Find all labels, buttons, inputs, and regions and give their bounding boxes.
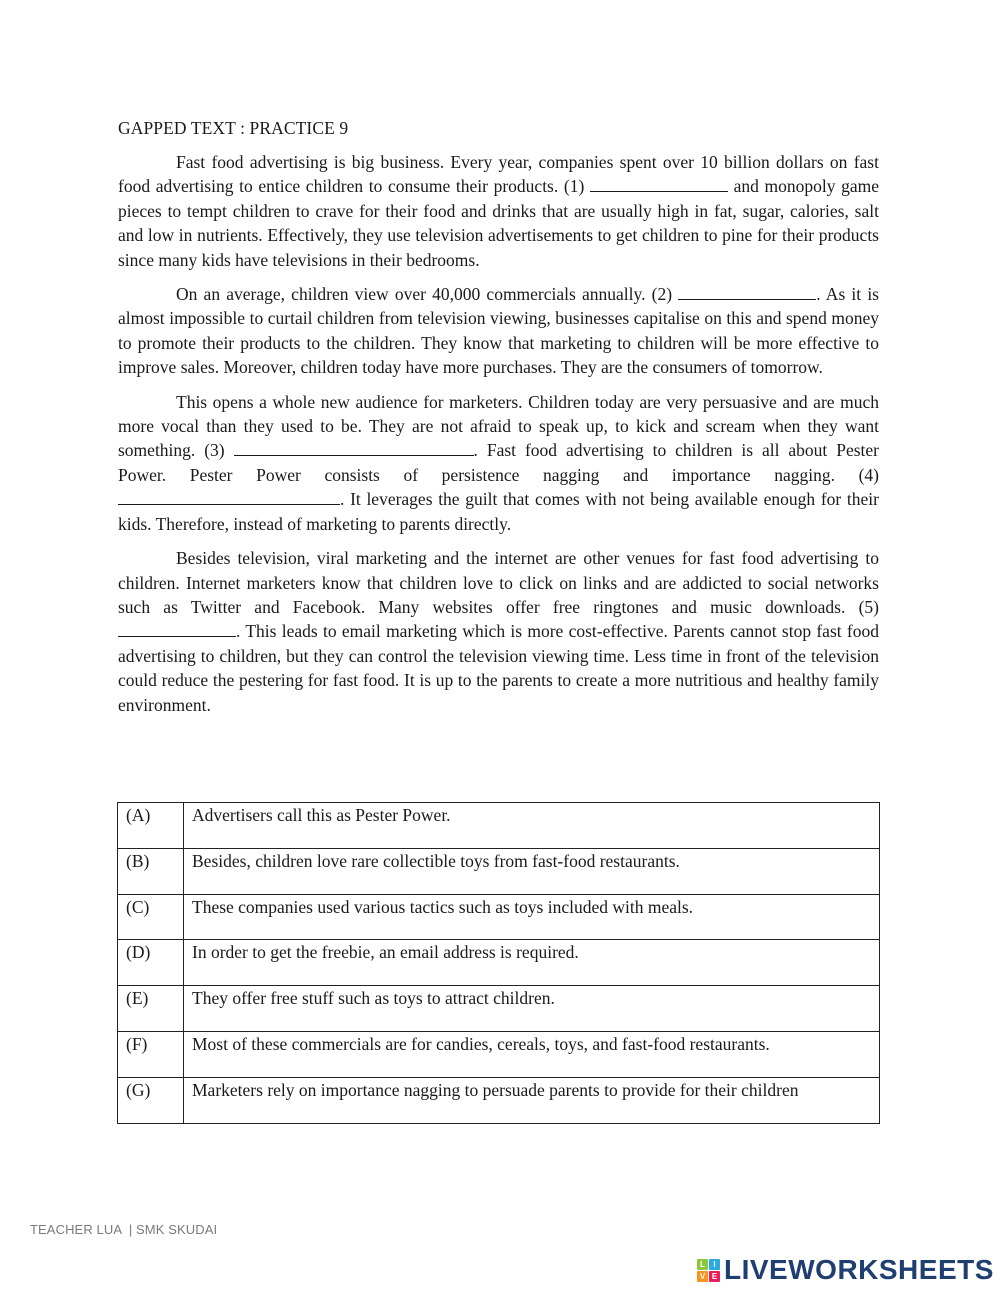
answer-options-table — [117, 802, 880, 1124]
option-label: (B) — [118, 848, 184, 894]
paragraph-1 — [118, 150, 879, 272]
option-label: (D) — [118, 940, 184, 986]
paragraph-3-text-after: . It leverages the guilt that comes with not being available enough for their kids. Therefore, instead of marketing to parents directly. — [118, 489, 879, 534]
option-text[interactable]: Advertisers call this as Pester Power. — [184, 803, 880, 849]
option-row — [118, 803, 880, 849]
option-row — [118, 848, 880, 894]
paragraph-4-text-after: . This leads to email marketing which is more cost-effective. Parents cannot stop fast food advertising to children, but they can control the television viewing time. Less time in front of the television could reduce the pestering for fast food. It is up to the parents to create a more nutritious and healthy family environment. — [118, 621, 879, 715]
option-label: (C) — [118, 894, 184, 940]
gap-5-blank[interactable] — [118, 620, 236, 637]
gap-2-blank[interactable] — [678, 283, 816, 300]
paragraph-4 — [118, 546, 879, 717]
paragraph-3-text-middle: . Fast food advertising to children is all about Pester Power. Pester Power consists of persistence nagging and importance nagging. (4) — [118, 440, 879, 485]
paragraph-1-text-after: and monopoly game pieces to tempt children to crave for their food and drinks that are usually high in fat, sugar, calories, salt and low in nutrients. Effectively, they use television advertisements to get children to pine for their products since many kids have televisions in their bedrooms. — [118, 176, 880, 270]
logo-letter-l: L — [697, 1259, 708, 1270]
option-label: (F) — [118, 1031, 184, 1077]
option-row — [118, 894, 880, 940]
option-row — [118, 1077, 880, 1123]
option-text[interactable]: In order to get the freebie, an email address is required. — [184, 940, 880, 986]
worksheet-body — [118, 116, 879, 727]
option-text[interactable]: Most of these commercials are for candies, cereals, toys, and fast-food restaurants. — [184, 1031, 880, 1077]
logo-letter-i: I — [709, 1259, 720, 1270]
gap-3-blank[interactable] — [234, 439, 474, 456]
option-row — [118, 940, 880, 986]
option-row — [118, 1031, 880, 1077]
option-label: (G) — [118, 1077, 184, 1123]
gap-1-blank[interactable] — [590, 175, 728, 192]
liveworksheets-logo-icon — [697, 1259, 720, 1282]
option-text[interactable]: They offer free stuff such as toys to attract children. — [184, 986, 880, 1032]
gap-4-blank[interactable] — [118, 488, 340, 505]
option-label: (A) — [118, 803, 184, 849]
worksheet-title: GAPPED TEXT : PRACTICE 9 — [118, 118, 349, 138]
footer-credit: TEACHER LUA | SMK SKUDAI — [30, 1222, 218, 1237]
paragraph-4-text-before: Besides television, viral marketing and the internet are other venues for fast food advertising to children. Internet marketers know that children love to click on links and are addicted to social networks such as Twitter and Facebook. Many websites offer free ringtones and music downloads. (5) — [118, 548, 879, 617]
paragraph-2-text-before: On an average, children view over 40,000 commercials annually. (2) — [176, 284, 679, 305]
option-text[interactable]: Besides, children love rare collectible toys from fast-food restaurants. — [184, 848, 880, 894]
paragraph-3-text-before: This opens a whole new audience for marketers. Children today are very persuasive and are much more vocal than they used to be. They are not afraid to speak up, to kick and scream when they want something. (3) — [118, 391, 879, 461]
paragraph-1-text-before: Fast food advertising is big business. Every year, companies spent over 10 billion dollars on fast food advertising to entice children to consume their products. (1) — [118, 152, 879, 197]
paragraph-2-text-after: . As it is almost impossible to curtail children from television viewing, businesses capitalise on this and spend money to promote their products to the children. They know that marketing to children will be more effective to improve sales. Moreover, children today have more purchases. They are the consumers of tomorrow. — [118, 284, 879, 378]
logo-letter-v: V — [697, 1271, 708, 1282]
option-label: (E) — [118, 986, 184, 1032]
option-row — [118, 986, 880, 1032]
brand-name: LIVEWORKSHEETS — [724, 1254, 994, 1285]
option-text[interactable]: These companies used various tactics such as toys included with meals. — [184, 894, 880, 940]
liveworksheets-brand[interactable] — [697, 1255, 994, 1285]
paragraph-3 — [118, 390, 879, 536]
logo-letter-e: E — [709, 1271, 720, 1282]
paragraph-2 — [118, 282, 879, 380]
option-text[interactable]: Marketers rely on importance nagging to persuade parents to provide for their children — [184, 1077, 880, 1123]
